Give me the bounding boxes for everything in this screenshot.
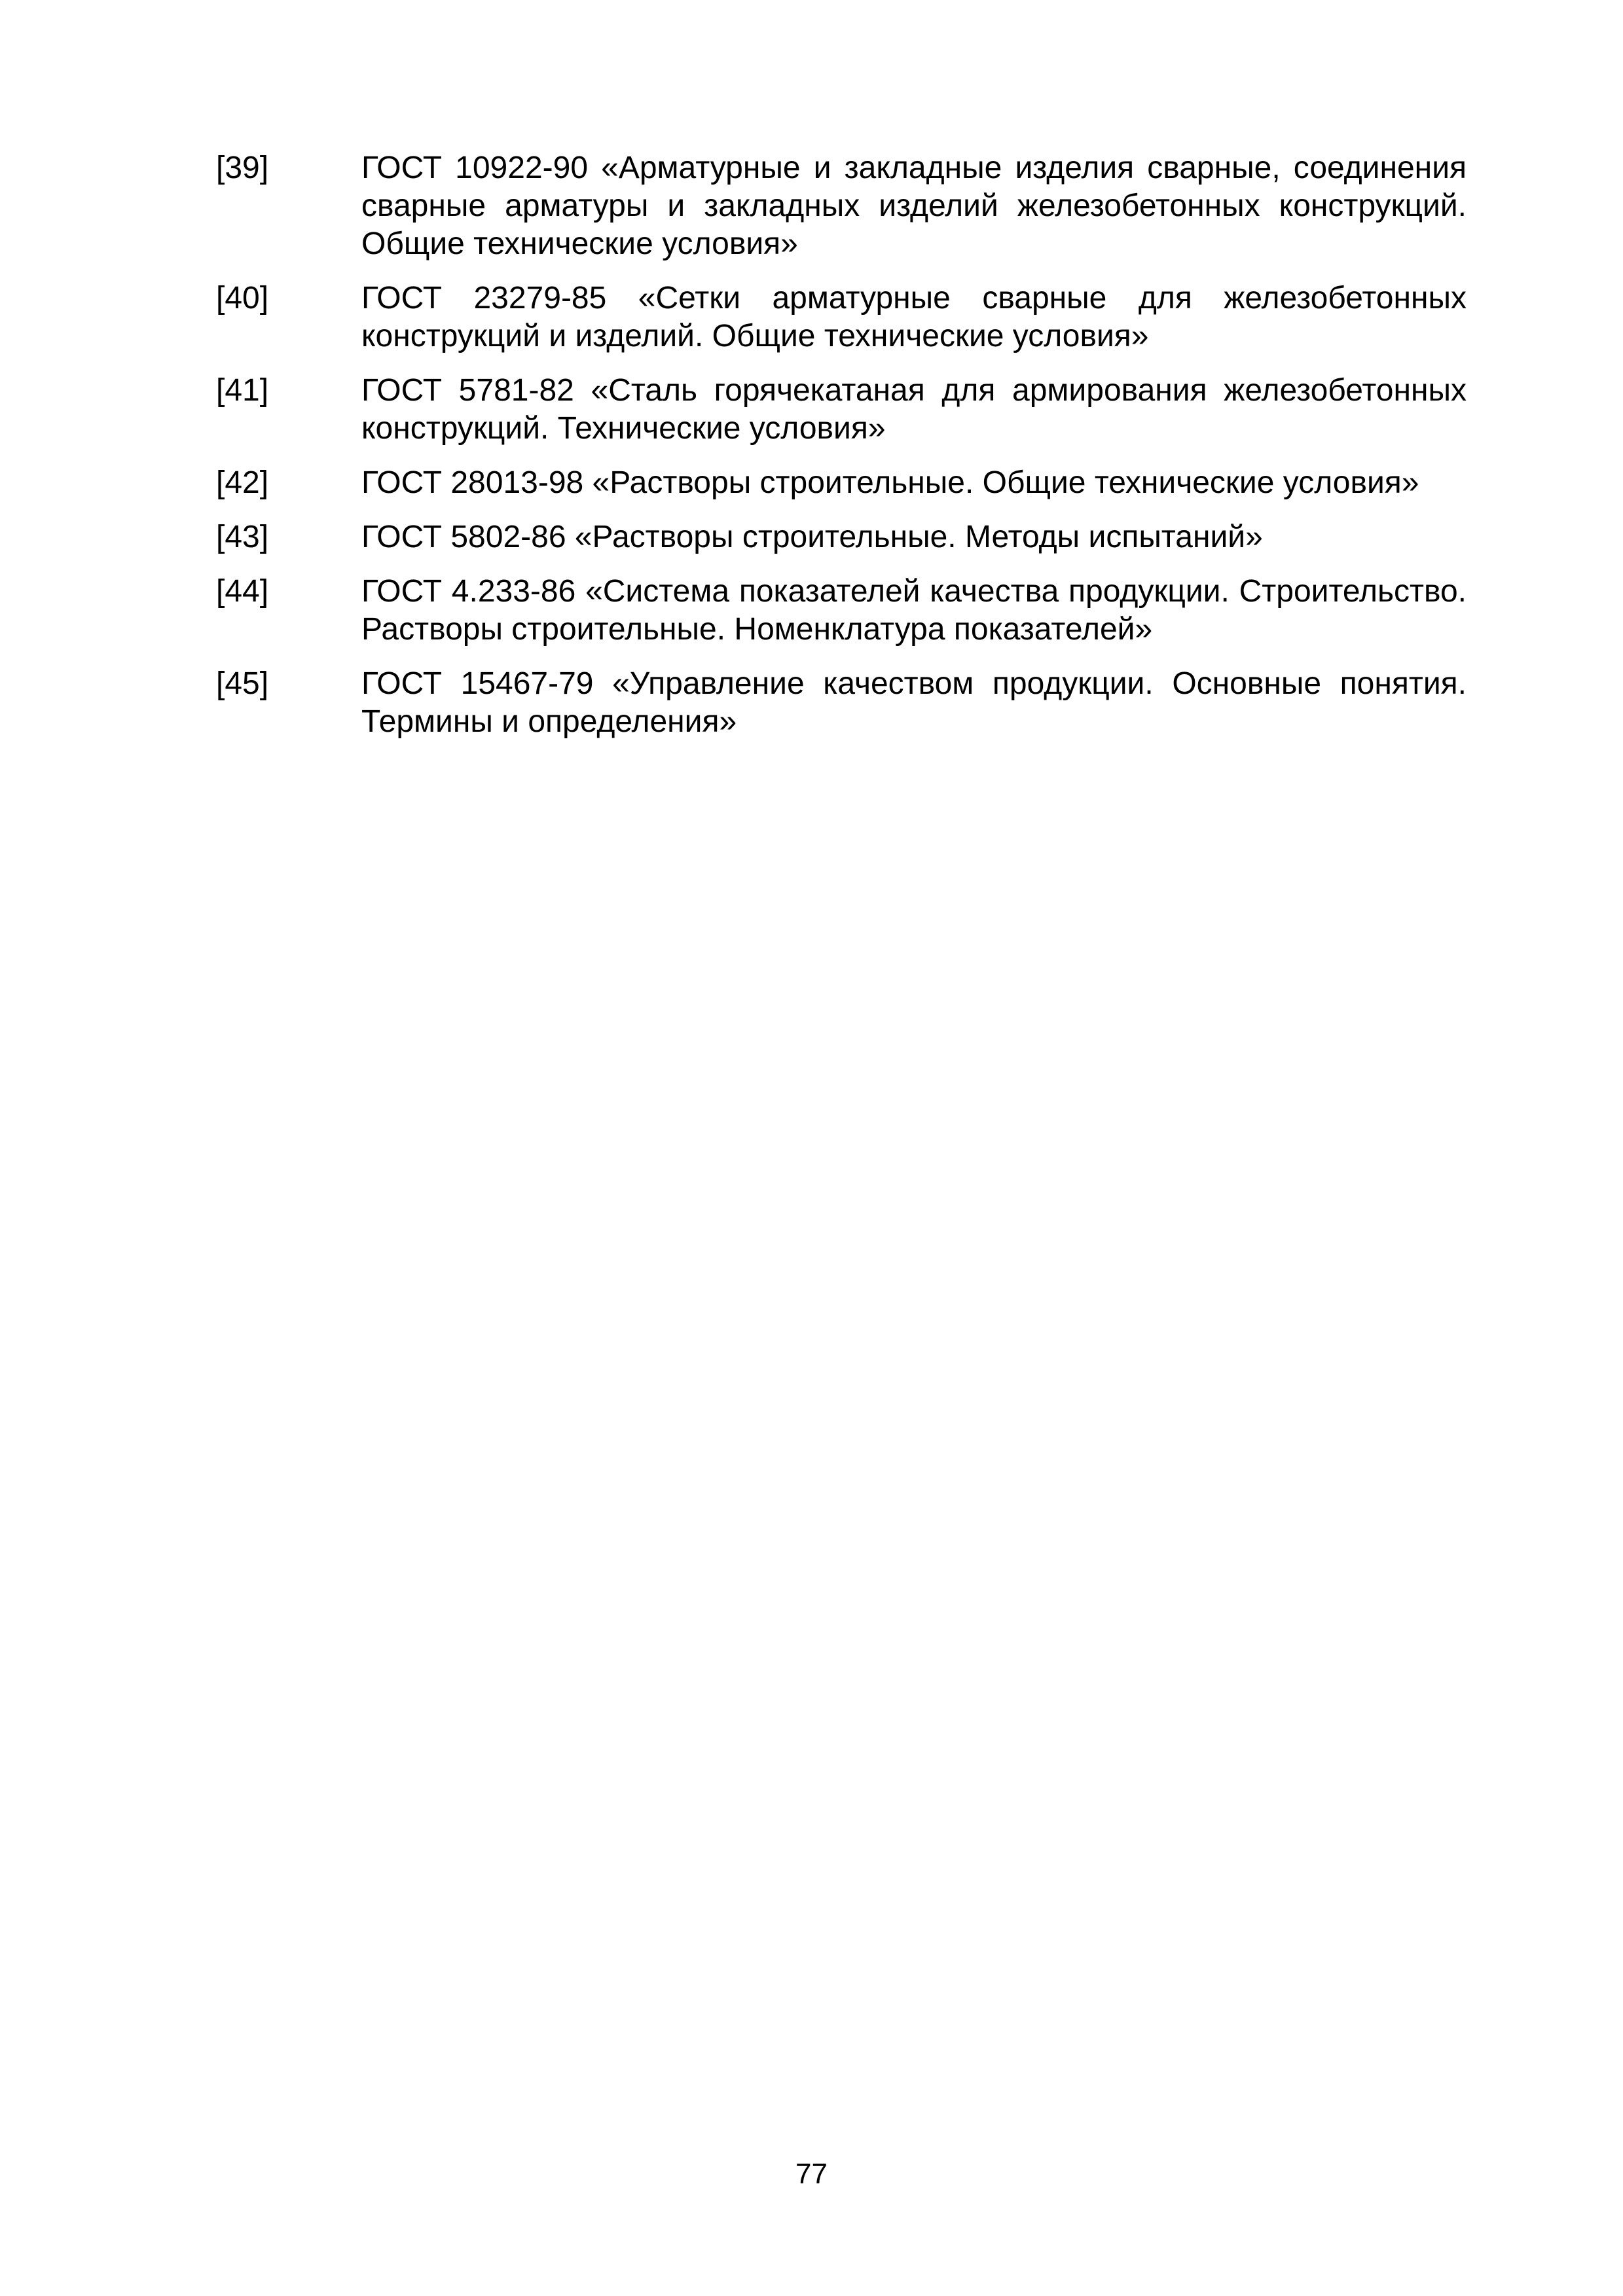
reference-number: [45] xyxy=(216,666,269,701)
reference-number: [40] xyxy=(216,281,269,315)
reference-number: [43] xyxy=(216,520,269,554)
reference-item xyxy=(216,372,1467,448)
reference-number: [41] xyxy=(216,373,269,408)
reference-item xyxy=(216,518,1467,556)
reference-text: ГОСТ 5802-86 «Растворы строительные. Методы испытаний» xyxy=(361,520,1263,554)
page-number: 77 xyxy=(795,2158,828,2190)
reference-item xyxy=(216,573,1467,649)
reference-list xyxy=(216,149,1467,757)
reference-item xyxy=(216,149,1467,263)
reference-number: [39] xyxy=(216,151,269,185)
reference-text: ГОСТ 15467-79 «Управление качеством продукции. Основные понятия. Термины и определения» xyxy=(361,666,1467,739)
reference-item xyxy=(216,665,1467,741)
reference-text: ГОСТ 10922-90 «Арматурные и закладные изделия сварные, соединения сварные арматуры и закладных изделий железобетонных конструкций. Общие технические условия» xyxy=(361,151,1467,261)
reference-text: ГОСТ 5781-82 «Сталь горячекатаная для армирования железобетонных конструкций. Технические условия» xyxy=(361,373,1467,446)
reference-text: ГОСТ 28013-98 «Растворы строительные. Общие технические условия» xyxy=(361,465,1419,500)
reference-text: ГОСТ 4.233-86 «Система показателей качества продукции. Строительство. Растворы строительные. Номенклатура показателей» xyxy=(361,574,1467,647)
reference-item xyxy=(216,279,1467,355)
reference-item xyxy=(216,464,1467,502)
reference-text: ГОСТ 23279-85 «Сетки арматурные сварные для железобетонных конструкций и изделий. Общие технические условия» xyxy=(361,281,1467,353)
reference-number: [42] xyxy=(216,465,269,500)
reference-number: [44] xyxy=(216,574,269,609)
